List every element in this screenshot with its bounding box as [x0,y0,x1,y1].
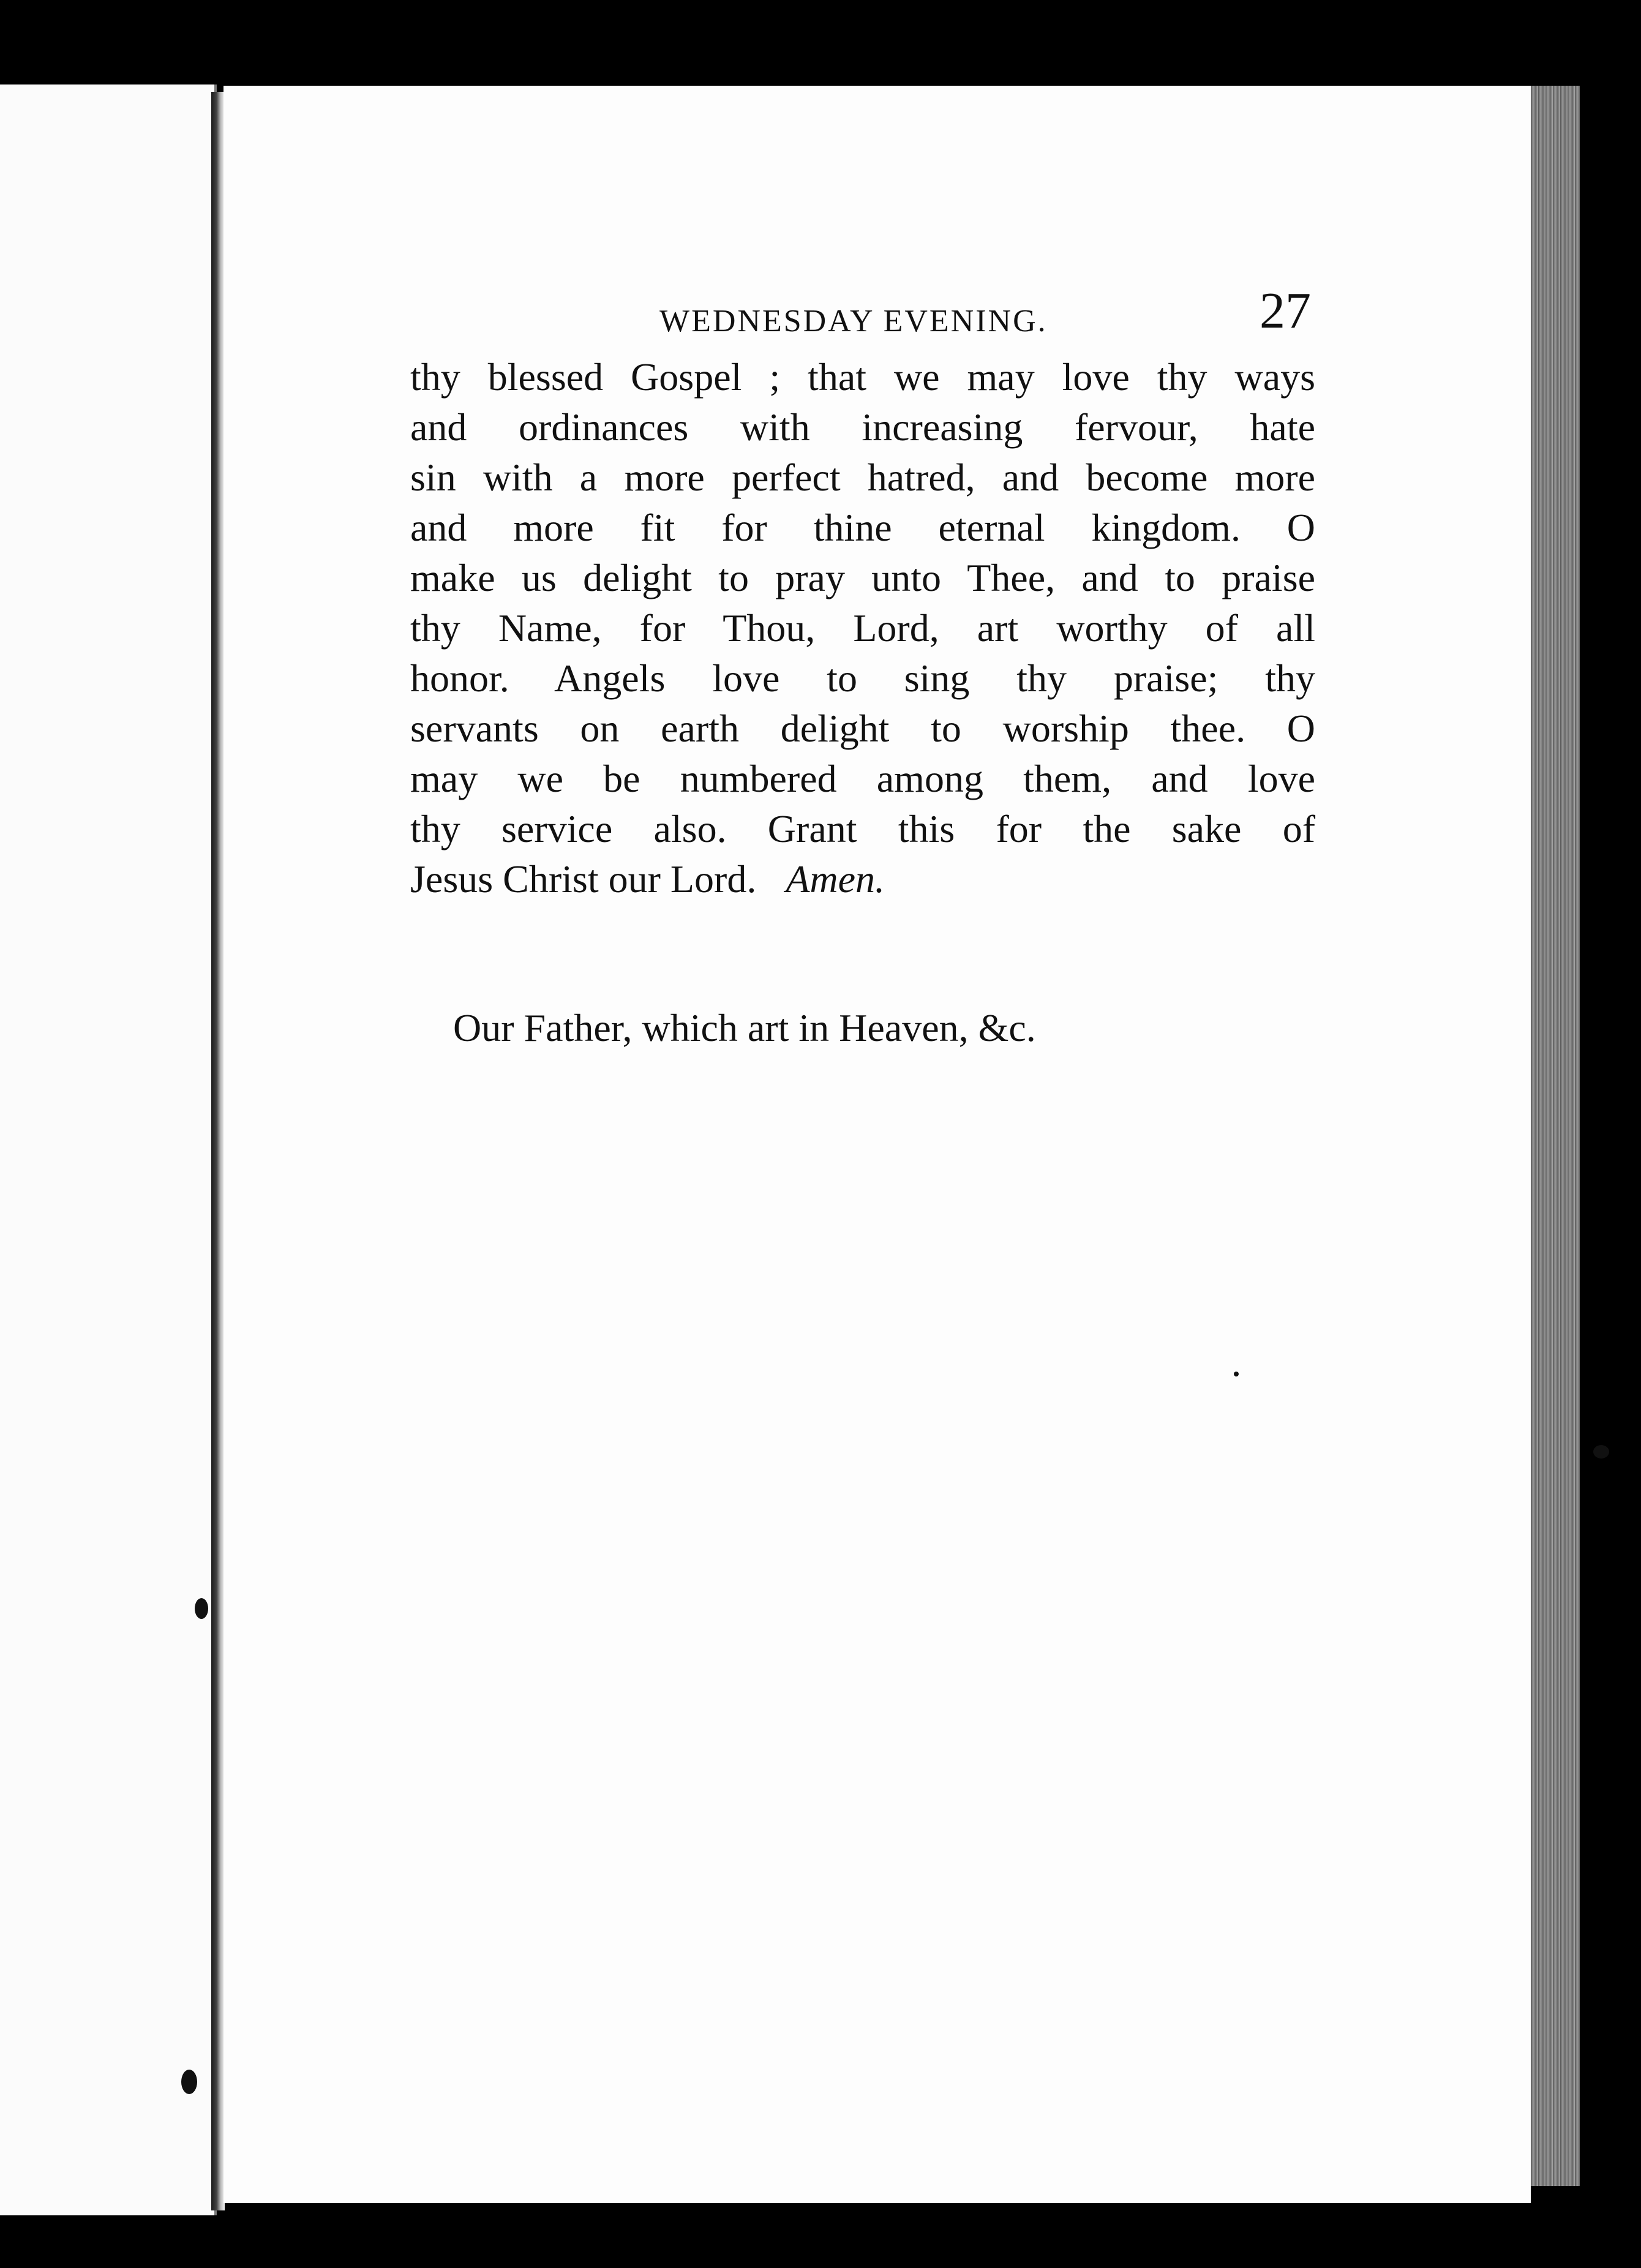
edge-speck [1593,1445,1609,1459]
text-line: may we be numbered among them, and love [410,757,1315,800]
paper-speck [1234,1372,1239,1376]
binding-mark [181,2070,197,2094]
running-head [223,279,1531,340]
text-line: sin with a more perfect hatred, and become more [410,456,1315,499]
running-title: WEDNESDAY EVENING. [659,304,1048,339]
lords-prayer-line: Our Father, which art in Heaven, &c. [453,1006,1036,1050]
text-line: make us delight to pray unto Thee, and to praise [410,556,1315,599]
text-line: thy Name, for Thou, Lord, art worthy of all [410,606,1315,650]
page-edges [1531,86,1580,2186]
book-gutter [211,92,225,2210]
page-number: 27 [1260,282,1311,339]
text-line: thy service also. Grant this for the sake of [410,807,1315,850]
text-line: and more fit for thine eternal kingdom. O [410,506,1315,549]
amen: Amen. [786,857,885,901]
last-line-text: Jesus Christ our Lord. [410,857,757,901]
text-line-last [410,854,1315,904]
binding-mark [195,1598,208,1619]
text-line: and ordinances with increasing fervour, hate [410,405,1315,449]
text-line: thy blessed Gospel ; that we may love thy ways [410,355,1315,399]
prayer-text [410,352,1315,904]
text-line: servants on earth delight to worship thee. O [410,707,1315,750]
book-page [223,86,1531,2203]
facing-page [0,84,217,2215]
text-line: honor. Angels love to sing thy praise; thy [410,656,1315,700]
